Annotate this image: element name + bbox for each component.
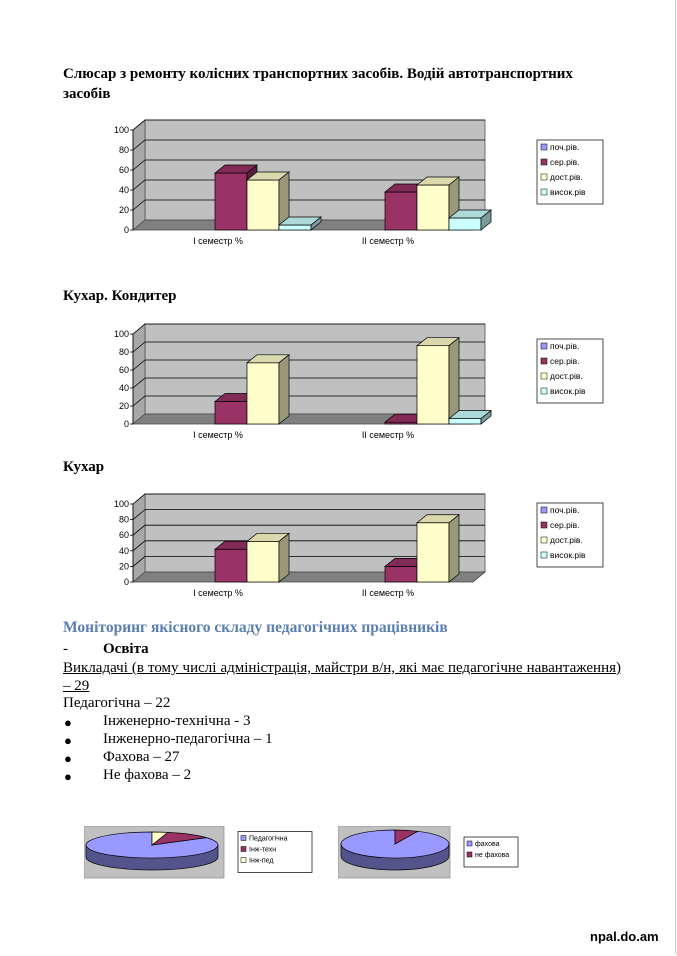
y-tick-label: 20 <box>118 561 129 572</box>
section-title-cook-confectioner: Кухар. Кондитер <box>63 288 177 304</box>
legend-swatch <box>241 858 246 863</box>
bar <box>385 566 417 582</box>
watermark: npal.do.am <box>590 929 659 944</box>
legend-swatch <box>541 159 547 165</box>
bar <box>215 173 247 230</box>
pie-chart-professional <box>338 826 528 882</box>
list-dash: - <box>63 641 68 657</box>
legend-swatch <box>541 507 547 513</box>
legend-label: дост.рів. <box>550 371 583 381</box>
pedagogical-line: Педагогічна – 22 <box>63 695 171 711</box>
x-category-label: І семестр % <box>193 236 243 246</box>
side-wall <box>133 324 145 424</box>
legend-label: не фахова <box>475 852 510 859</box>
y-tick-label: 0 <box>123 225 129 235</box>
legend-swatch <box>541 189 547 195</box>
bullet: ● <box>64 769 72 784</box>
y-tick-label: 40 <box>118 185 129 195</box>
bar <box>449 218 481 230</box>
y-tick-label: 100 <box>113 125 129 135</box>
legend-label: сер.рів. <box>550 356 580 366</box>
legend-swatch <box>541 373 547 379</box>
list-item-professional: Фахова – 27 <box>103 749 180 765</box>
legend-swatch <box>541 358 547 364</box>
section-title-cook: Кухар <box>63 459 105 475</box>
legend-label: сер.рів. <box>550 520 580 530</box>
y-tick-label: 60 <box>118 530 129 541</box>
bullet: ● <box>64 751 72 766</box>
y-tick-label: 20 <box>118 401 129 411</box>
legend-swatch <box>541 522 547 528</box>
bar-chart-cook <box>105 486 615 601</box>
y-tick-label: 40 <box>118 545 129 556</box>
y-tick-label: 100 <box>113 499 129 509</box>
x-category-label: ІІ семестр % <box>361 236 415 246</box>
legend-label: Інж-техн <box>249 846 277 854</box>
list-item-eng-tech: Інженерно-технічна - 3 <box>103 713 251 729</box>
x-category-label: І семестр % <box>193 430 243 440</box>
bar-side <box>449 338 459 424</box>
bar-side <box>279 355 289 424</box>
bar <box>417 346 449 424</box>
bar-chart-cook-confectioner <box>105 316 615 441</box>
bullet: ● <box>64 733 72 748</box>
legend-label: Інж-пед <box>249 857 274 865</box>
y-tick-label: 0 <box>123 419 129 429</box>
y-tick-label: 40 <box>118 383 129 393</box>
legend-swatch <box>467 852 472 857</box>
y-tick-label: 60 <box>118 365 129 375</box>
education-heading: Освіта <box>103 641 149 657</box>
legend-label: дост.рів. <box>550 172 583 182</box>
pie-chart-education-type <box>84 826 324 882</box>
bar <box>215 402 247 425</box>
bar <box>247 180 279 230</box>
legend-swatch <box>541 537 547 543</box>
teachers-line: Викладачі (в тому числі адміністрація, майстри в/н, які має педагогічне навантаження) – 29 <box>63 660 621 694</box>
monitoring-title: Моніторинг якісного складу педагогічних працівників <box>63 619 448 636</box>
bar-side <box>279 533 289 582</box>
legend-swatch <box>541 343 547 349</box>
bar <box>449 419 481 424</box>
bar <box>247 541 279 582</box>
legend-label: висок.рів <box>550 386 586 396</box>
y-tick-label: 80 <box>118 514 129 525</box>
bar <box>279 225 311 230</box>
legend-swatch <box>467 841 472 846</box>
legend-label: сер.рів. <box>550 157 580 167</box>
legend-swatch <box>541 552 547 558</box>
x-category-label: ІІ семестр % <box>361 430 415 440</box>
list-item-non-professional: Не фахова – 2 <box>103 767 192 783</box>
x-category-label: ІІ семестр % <box>361 588 415 598</box>
y-tick-label: 100 <box>113 329 129 339</box>
legend-label: поч.рів. <box>550 341 580 351</box>
bar <box>385 192 417 230</box>
bar <box>215 549 247 582</box>
legend-swatch <box>541 388 547 394</box>
section-title-mechanic: Слюсар з ремонту колісних транспортних засобів. Водій автотранспортних засобів <box>63 66 573 102</box>
y-tick-label: 60 <box>118 165 129 175</box>
bar-chart-mechanic <box>105 112 615 247</box>
side-wall <box>133 120 145 230</box>
bullet: ● <box>64 715 72 730</box>
list-item-eng-ped: Інженерно-педагогічна – 1 <box>103 731 273 747</box>
bar <box>247 363 279 424</box>
y-tick-label: 80 <box>118 347 129 357</box>
legend-label: фахова <box>475 841 500 848</box>
legend-label: висок.рів <box>550 187 586 197</box>
bar <box>417 523 449 582</box>
legend-label: дост.рів. <box>550 535 583 545</box>
legend-label: висок.рів <box>550 550 586 560</box>
legend-swatch <box>241 847 246 852</box>
y-tick-label: 0 <box>123 577 129 587</box>
legend-label: поч.рів. <box>550 142 580 152</box>
y-tick-label: 20 <box>118 205 129 215</box>
x-category-label: І семестр % <box>193 588 243 598</box>
legend-swatch <box>541 174 547 180</box>
y-tick-label: 80 <box>118 145 129 155</box>
side-wall <box>133 494 145 582</box>
legend-swatch <box>241 836 246 841</box>
bar-side <box>449 515 459 582</box>
legend-label: поч.рів. <box>550 505 580 515</box>
bar <box>417 185 449 230</box>
legend-label: Педагогічна <box>249 835 288 843</box>
legend-swatch <box>541 144 547 150</box>
